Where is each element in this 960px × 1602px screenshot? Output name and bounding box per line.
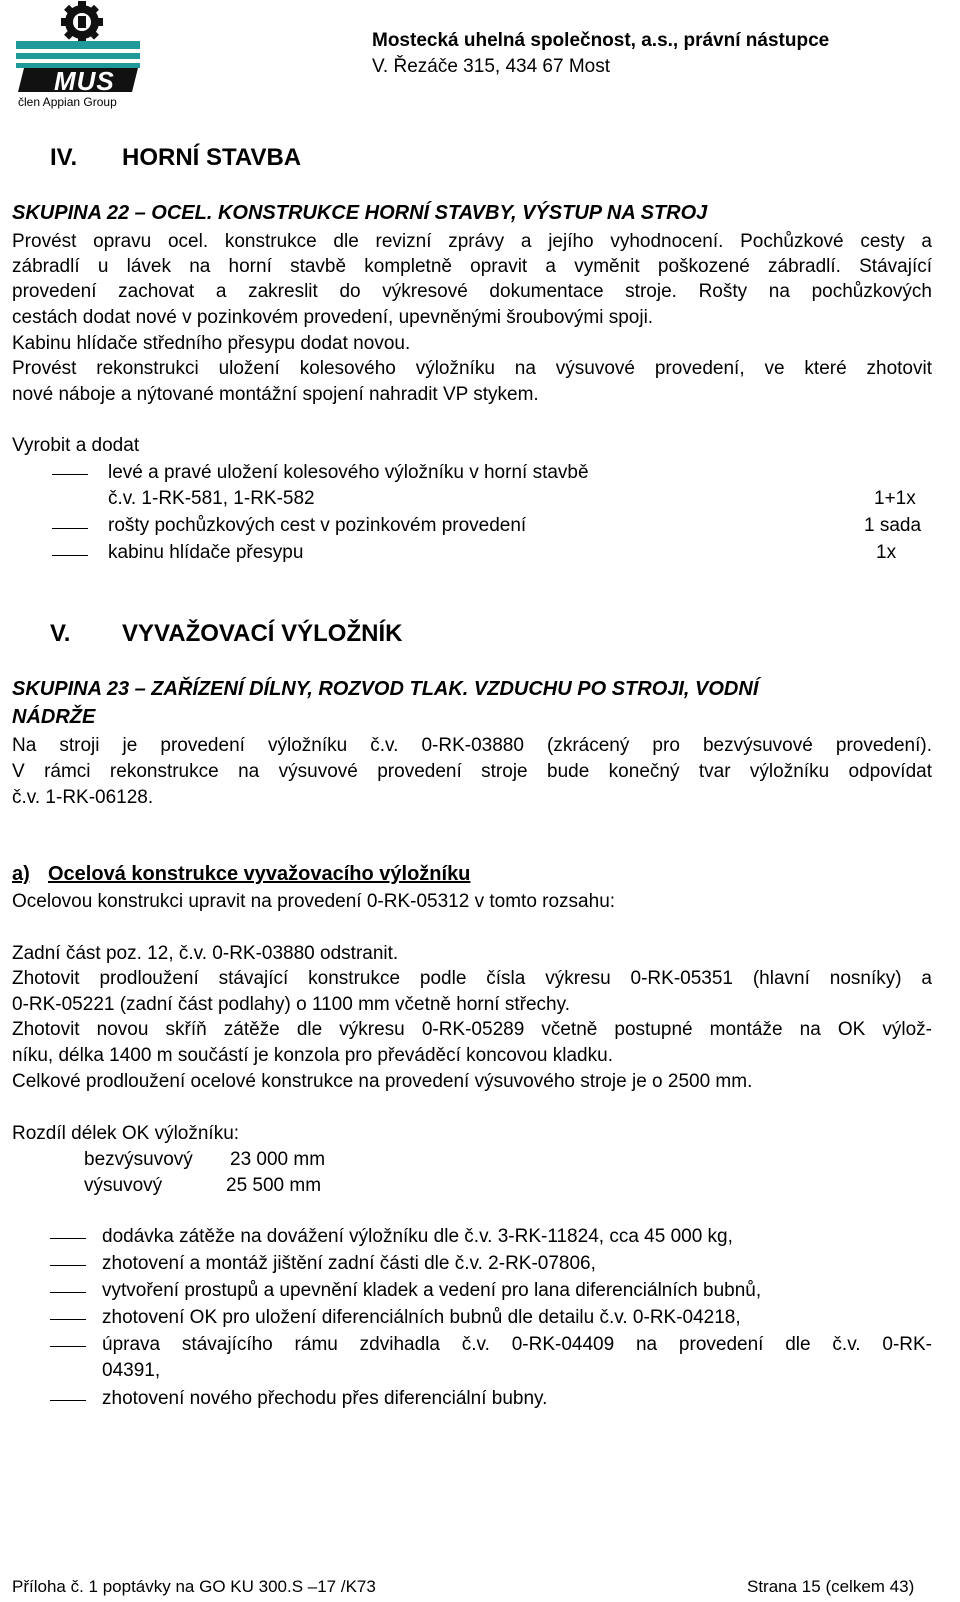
paragraph-line: Kabinu hlídače středního přesypu dodat novou. — [12, 333, 411, 354]
bullet-item-cont: 04391, — [102, 1360, 161, 1381]
paragraph-line: V rámci rekonstrukce na výsuvové provedení stroje bude konečný tvar výložníku odpovídat — [12, 761, 932, 782]
company-logo — [14, 0, 140, 112]
subsection-a-intro: Ocelovou konstrukci upravit na provedení 0-RK-05312 v tomto rozsahu: — [12, 891, 616, 912]
paragraph-line: Zadní část poz. 12, č.v. 0-RK-03880 odstranit. — [12, 943, 399, 964]
list-item: č.v. 1-RK-581, 1-RK-582 — [108, 488, 315, 509]
paragraph-line: č.v. 1-RK-06128. — [12, 787, 154, 808]
bullet-item: úprava stávajícího rámu zdvihadla č.v. 0-RK-04409 na provedení dle č.v. 0-RK- — [102, 1334, 932, 1355]
list-item-qty: 1x — [876, 542, 897, 563]
diff-label: bezvýsuvový — [84, 1149, 193, 1170]
bullet-item: vytvoření prostupů a upevnění kladek a vedení pro lana diferenciálních bubnů, — [102, 1280, 762, 1301]
paragraph-line: Provést rekonstrukci uložení kolesového výložníku na výsuvové provedení, ve které zhotovit — [12, 358, 932, 379]
paragraph-line: nové náboje a nýtované montážní spojení nahradit VP stykem. — [12, 384, 539, 405]
make-heading: Vyrobit a dodat — [12, 435, 140, 456]
footer-page-number: Strana 15 (celkem 43) — [747, 1577, 915, 1596]
group-22-title: SKUPINA 22 – OCEL. KONSTRUKCE HORNÍ STAVBY, VÝSTUP NA STROJ — [12, 202, 708, 224]
dash-bullet — [50, 1400, 86, 1401]
bullet-item: zhotovení a montáž jištění zadní části dle č.v. 2-RK-07806, — [102, 1253, 596, 1274]
subsection-a-title — [48, 863, 470, 886]
paragraph-line: Zhotovit prodloužení stávající konstrukce podle čísla výkresu 0-RK-05351 (hlavní nosníky) a — [12, 968, 932, 989]
bullet-item: zhotovení nového přechodu přes diferenciální bubny. — [102, 1388, 548, 1409]
section-5-number: V. — [50, 620, 71, 647]
section-4-number: IV. — [50, 144, 78, 171]
paragraph-line: Na stroji je provedení výložníku č.v. 0-RK-03880 (zkrácený pro bezvýsuvové provedení). — [12, 735, 932, 756]
section-5-title: VYVAŽOVACÍ VÝLOŽNÍK — [122, 620, 403, 647]
paragraph-line: cestách dodat nové v pozinkovém provedení, upevněnými šroubovými spoji. — [12, 307, 654, 328]
diff-heading: Rozdíl délek OK výložníku: — [12, 1123, 240, 1144]
group-23-title-cont: NÁDRŽE — [12, 706, 96, 728]
dash-bullet — [50, 1346, 86, 1347]
list-item: levé a pravé uložení kolesového výložníku v horní stavbě — [108, 462, 589, 483]
subsection-a-title-text: Ocelová konstrukce vyvažovacího výložníku — [48, 863, 471, 885]
bullet-item: zhotovení OK pro uložení diferenciálních bubnů dle detailu č.v. 0-RK-04218, — [102, 1307, 741, 1328]
section-4-title: HORNÍ STAVBA — [122, 144, 302, 171]
subsection-a-letter: a) — [12, 863, 30, 885]
dash-bullet — [50, 1265, 86, 1266]
paragraph-line: níku, délka 1400 m součástí je konzola pro převáděcí koncovou kladku. — [12, 1045, 613, 1066]
dash-bullet — [50, 1319, 86, 1320]
paragraph-line: provedení zachovat a zakreslit do výkresové dokumentace stroje. Rošty na pochůzkových — [12, 281, 932, 302]
dash-bullet — [52, 555, 88, 556]
dash-bullet — [50, 1292, 86, 1293]
diff-value: 25 500 mm — [226, 1175, 322, 1196]
paragraph-line: Celkové prodloužení ocelové konstrukce na provedení výsuvového stroje je o 2500 mm. — [12, 1071, 753, 1092]
paragraph-line: Provést opravu ocel. konstrukce dle revizní zprávy a jejího vyhodnocení. Pochůzkové cesty a — [12, 231, 932, 252]
paragraph-line: zábradlí u lávek na horní stavbě kompletně opravit a vyměnit poškozené zábradlí. Stávající — [12, 256, 932, 277]
group-23-title: SKUPINA 23 – ZAŘÍZENÍ DÍLNY, ROZVOD TLAK. VZDUCHU PO STROJI, VODNÍ — [12, 678, 759, 700]
footer-left: Příloha č. 1 poptávky na GO KU 300.S –17 /K73 — [12, 1577, 376, 1596]
list-item-qty: 1+1x — [874, 488, 916, 509]
dash-bullet — [52, 474, 88, 475]
list-item-qty: 1 sada — [864, 515, 922, 536]
paragraph-line: 0-RK-05221 (zadní část podlahy) o 1100 mm včetně horní střechy. — [12, 994, 570, 1015]
dash-bullet — [50, 1238, 86, 1239]
paragraph-line: Zhotovit novou skříň zátěže dle výkresu 0-RK-05289 včetně postupné montáže na OK výlož- — [12, 1019, 932, 1040]
logo-subtitle: člen Appian Group — [18, 95, 117, 109]
company-address: V. Řezáče 315, 434 67 Most — [372, 56, 611, 77]
logo-text: MUS — [54, 66, 115, 96]
bullet-item: dodávka zátěže na dovážení výložníku dle č.v. 3-RK-11824, cca 45 000 kg, — [102, 1226, 733, 1247]
company-name: Mostecká uhelná společnost, a.s., právní nástupce — [372, 30, 830, 51]
list-item: kabinu hlídače přesypu — [108, 542, 304, 563]
diff-label: výsuvový — [84, 1175, 163, 1196]
list-item: rošty pochůzkových cest v pozinkovém provedení — [108, 515, 527, 536]
subsection-a-label — [12, 863, 30, 886]
dash-bullet — [52, 528, 88, 529]
diff-value: 23 000 mm — [230, 1149, 326, 1170]
